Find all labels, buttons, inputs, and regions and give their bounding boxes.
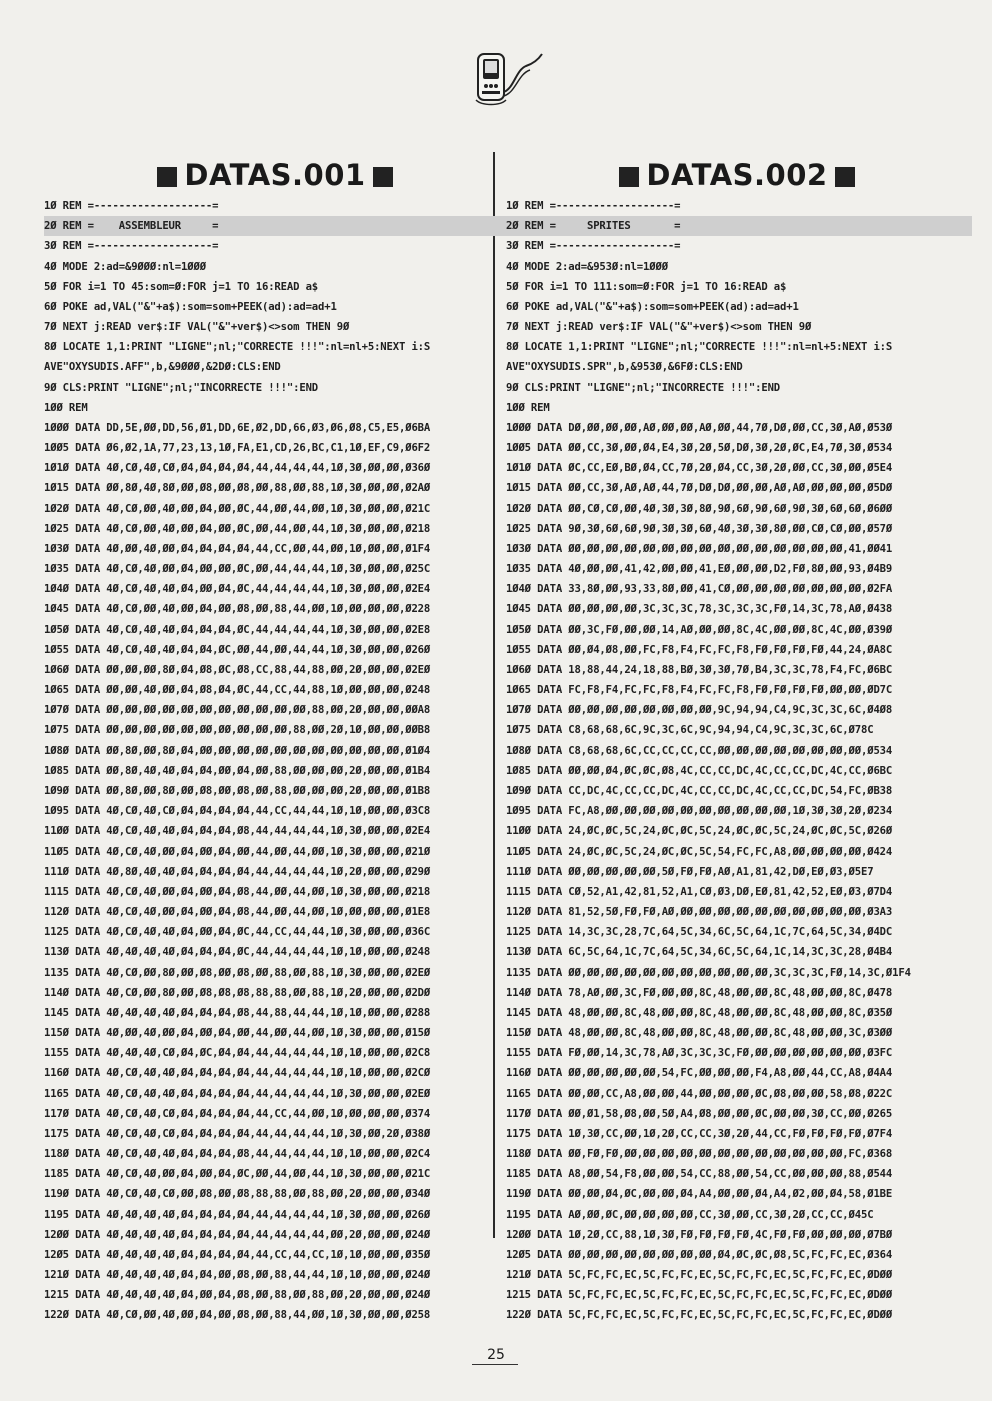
code-line: 5Ø FOR i=1 TO 111:som=Ø:FOR j=1 TO 16:READ a$ (506, 280, 787, 293)
code-line: 9Ø CLS:PRINT "LIGNE";nl;"INCORRECTE !!!":END (44, 381, 319, 394)
code-line: 1Ø8Ø DATA C8,68,68,6C,CC,CC,CC,CC,ØØ,ØØ,ØØ,ØØ,ØØ,ØØ,ØØ,ØØ,Ø534 (506, 744, 893, 757)
code-line: 11ØØ DATA 24,ØC,ØC,5C,24,ØC,ØC,5C,24,ØC,ØC,5C,24,ØC,ØC,5C,Ø26Ø (506, 825, 893, 838)
code-line: 1Ø35 DATA 4Ø,CØ,4Ø,ØØ,Ø4,ØØ,ØØ,ØC,ØØ,44,44,44,1Ø,3Ø,ØØ,ØØ,Ø25C (44, 563, 431, 576)
code-line: 2Ø REM = ASSEMBLEUR = (44, 216, 510, 236)
code-line: 1Ø75 DATA C8,68,68,6C,9C,3C,6C,9C,94,94,C4,9C,3C,3C,6C,Ø78C (506, 724, 874, 737)
code-line: 1Ø6Ø DATA 18,88,44,24,18,88,BØ,3Ø,3Ø,7Ø,B4,3C,3C,78,F4,FC,Ø6BC (506, 663, 893, 676)
code-line: 1155 DATA 4Ø,4Ø,4Ø,CØ,Ø4,ØC,Ø4,Ø4,44,44,44,44,1Ø,1Ø,ØØ,ØØ,Ø2C8 (44, 1047, 431, 1060)
code-line: 1Ø85 DATA ØØ,ØØ,Ø4,ØC,ØC,Ø8,4C,CC,CC,DC,4C,CC,CC,DC,4C,CC,Ø6BC (506, 764, 893, 777)
code-line: 114Ø DATA 4Ø,CØ,ØØ,8Ø,ØØ,Ø8,Ø8,Ø8,88,88,ØØ,88,1Ø,2Ø,ØØ,ØØ,Ø2DØ (44, 986, 431, 999)
code-line: 1Ø4Ø DATA 4Ø,CØ,4Ø,4Ø,Ø4,ØØ,Ø4,ØC,44,44,44,44,1Ø,3Ø,ØØ,ØØ,Ø2E4 (44, 583, 431, 596)
code-line: 1ØØ REM (506, 401, 550, 414)
code-line: 1Ø2Ø DATA ØØ,CØ,CØ,ØØ,4Ø,3Ø,3Ø,8Ø,9Ø,6Ø,9Ø,6Ø,9Ø,3Ø,6Ø,6Ø,Ø6ØØ (506, 502, 893, 515)
code-line: 112Ø DATA 81,52,5Ø,FØ,FØ,AØ,ØØ,ØØ,ØØ,ØØ,ØØ,ØØ,ØØ,ØØ,ØØ,ØØ,Ø3A3 (506, 906, 893, 919)
code-line: 12Ø5 DATA ØØ,ØØ,ØØ,ØØ,ØØ,ØØ,ØØ,ØØ,Ø4,ØC,ØC,Ø8,5C,FC,FC,EC,Ø364 (506, 1248, 893, 1261)
code-line: 118Ø DATA ØØ,FØ,FØ,ØØ,ØØ,ØØ,ØØ,ØØ,ØØ,ØØ,ØØ,ØØ,ØØ,ØØ,ØØ,FC,Ø368 (506, 1148, 893, 1161)
code-line: 1135 DATA 4Ø,CØ,ØØ,8Ø,ØØ,Ø8,ØØ,Ø8,ØØ,88,ØØ,88,1Ø,3Ø,ØØ,ØØ,Ø2EØ (44, 966, 431, 979)
code-line: 1165 DATA 4Ø,CØ,4Ø,4Ø,Ø4,Ø4,Ø4,Ø4,44,44,44,44,1Ø,3Ø,ØØ,ØØ,Ø2EØ (44, 1087, 431, 1100)
code-line: AVE"OXYSUDIS.AFF",b,&9ØØØ,&2DØ:CLS:END (44, 361, 281, 374)
code-line: 11Ø5 DATA 4Ø,CØ,4Ø,ØØ,Ø4,ØØ,Ø4,ØØ,44,ØØ,44,ØØ,1Ø,3Ø,ØØ,ØØ,Ø21Ø (44, 845, 431, 858)
code-line: 1Ø85 DATA ØØ,8Ø,4Ø,4Ø,Ø4,Ø4,ØØ,Ø4,ØØ,88,ØØ,ØØ,ØØ,2Ø,ØØ,ØØ,Ø1B4 (44, 764, 431, 777)
code-line: 1115 DATA 4Ø,CØ,4Ø,ØØ,Ø4,ØØ,Ø4,Ø8,44,ØØ,44,ØØ,1Ø,3Ø,ØØ,ØØ,Ø218 (44, 885, 431, 898)
code-line: 1125 DATA 4Ø,CØ,4Ø,4Ø,Ø4,ØØ,Ø4,ØC,44,CC,44,44,1Ø,3Ø,ØØ,ØØ,Ø36C (44, 926, 431, 939)
code-line: 1215 DATA 4Ø,4Ø,4Ø,4Ø,Ø4,ØØ,Ø4,Ø8,ØØ,88,ØØ,88,ØØ,2Ø,ØØ,ØØ,Ø24Ø (44, 1289, 431, 1302)
section-heading-datas-002 (502, 155, 972, 195)
code-line: 4Ø MODE 2:ad=&953Ø:nl=1ØØØ (506, 260, 668, 273)
code-line: 1Ø6Ø DATA ØØ,ØØ,ØØ,8Ø,Ø4,Ø8,ØC,Ø8,CC,88,44,88,ØØ,2Ø,ØØ,ØØ,Ø2EØ (44, 663, 431, 676)
code-line: 1Ø55 DATA ØØ,Ø4,Ø8,ØØ,FC,F8,F4,FC,FC,F8,FØ,FØ,FØ,FØ,44,24,ØA8C (506, 643, 893, 656)
code-line: 1Ø5Ø DATA ØØ,3C,FØ,ØØ,ØØ,14,AØ,ØØ,ØØ,8C,4C,ØØ,ØØ,8C,4C,ØØ,Ø39Ø (506, 623, 893, 636)
code-line: 121Ø DATA 4Ø,4Ø,4Ø,4Ø,Ø4,Ø4,ØØ,Ø8,ØØ,88,44,44,1Ø,1Ø,ØØ,ØØ,Ø24Ø (44, 1269, 431, 1282)
code-line: 12ØØ DATA 1Ø,2Ø,CC,88,1Ø,3Ø,FØ,FØ,FØ,FØ,4C,FØ,FØ,ØØ,ØØ,ØØ,Ø7BØ (506, 1228, 893, 1241)
code-line: 1195 DATA AØ,ØØ,ØC,ØØ,ØØ,ØØ,ØØ,CC,3Ø,ØØ,CC,3Ø,2Ø,CC,CC,Ø45C (506, 1208, 874, 1221)
code-line: 6Ø POKE ad,VAL("&"+a$):som=som+PEEK(ad):ad=ad+1 (44, 300, 337, 313)
code-line: 1ØØØ DATA DD,5E,ØØ,DD,56,Ø1,DD,6E,Ø2,DD,66,Ø3,Ø6,Ø8,C5,E5,Ø6BA (44, 421, 431, 434)
code-line: 12ØØ DATA 4Ø,4Ø,4Ø,4Ø,Ø4,Ø4,Ø4,Ø4,44,44,44,44,ØØ,2Ø,ØØ,ØØ,Ø24Ø (44, 1228, 431, 1241)
code-line: 4Ø MODE 2:ad=&9ØØØ:nl=1ØØØ (44, 260, 206, 273)
code-line: 9Ø CLS:PRINT "LIGNE";nl;"INCORRECTE !!!":END (506, 381, 781, 394)
code-line: 1155 DATA FØ,ØØ,14,3C,78,AØ,3C,3C,3C,FØ,ØØ,ØØ,ØØ,ØØ,ØØ,ØØ,Ø3FC (506, 1047, 893, 1060)
code-line: 1Ø2Ø DATA 4Ø,CØ,ØØ,4Ø,ØØ,Ø4,ØØ,ØC,44,ØØ,44,ØØ,1Ø,3Ø,ØØ,ØØ,Ø21C (44, 502, 431, 515)
code-line: 1145 DATA 48,ØØ,ØØ,8C,48,ØØ,ØØ,8C,48,ØØ,ØØ,8C,48,ØØ,ØØ,8C,Ø35Ø (506, 1006, 893, 1019)
code-line: 1Ø3Ø DATA ØØ,ØØ,ØØ,ØØ,ØØ,ØØ,ØØ,ØØ,ØØ,ØØ,ØØ,ØØ,ØØ,ØØ,ØØ,41,ØØ41 (506, 542, 893, 555)
code-line: 115Ø DATA 48,ØØ,ØØ,8C,48,ØØ,ØØ,8C,48,ØØ,ØØ,8C,48,ØØ,ØØ,3C,Ø3ØØ (506, 1027, 893, 1040)
code-line: 1Ø1Ø DATA 4Ø,CØ,4Ø,CØ,Ø4,Ø4,Ø4,Ø4,44,44,44,44,1Ø,3Ø,ØØ,ØØ,Ø36Ø (44, 462, 431, 475)
code-line: 8Ø LOCATE 1,1:PRINT "LIGNE";nl;"CORRECTE !!!":nl=nl+5:NEXT i:S (506, 341, 893, 354)
code-line: 1115 DATA CØ,52,A1,42,81,52,A1,CØ,Ø3,DØ,EØ,81,42,52,EØ,Ø3,Ø7D4 (506, 885, 893, 898)
code-line: 1185 DATA A8,ØØ,54,F8,ØØ,ØØ,54,CC,88,ØØ,54,CC,ØØ,ØØ,ØØ,88,Ø544 (506, 1168, 893, 1181)
code-line: 1Ø7Ø DATA ØØ,ØØ,ØØ,ØØ,ØØ,ØØ,ØØ,ØØ,9C,94,94,C4,9C,3C,3C,6C,Ø4Ø8 (506, 704, 893, 717)
page-number: 25 (487, 1347, 505, 1363)
code-line: 113Ø DATA 4Ø,4Ø,4Ø,4Ø,Ø4,Ø4,Ø4,ØC,44,44,44,44,1Ø,1Ø,ØØ,ØØ,Ø248 (44, 946, 431, 959)
code-line: 1Ø4Ø DATA 33,8Ø,ØØ,93,33,8Ø,ØØ,41,CØ,ØØ,ØØ,ØØ,ØØ,ØØ,ØØ,ØØ,Ø2FA (506, 583, 893, 596)
code-line: 1Ø REM =-------------------= (506, 200, 681, 212)
code-line: 111Ø DATA 4Ø,8Ø,4Ø,4Ø,Ø4,Ø4,Ø4,Ø4,44,44,44,44,1Ø,2Ø,ØØ,ØØ,Ø29Ø (44, 865, 431, 878)
code-line: 1Ø75 DATA ØØ,ØØ,ØØ,ØØ,ØØ,ØØ,ØØ,ØØ,ØØ,ØØ,88,ØØ,2Ø,1Ø,ØØ,ØØ,ØØB8 (44, 724, 431, 737)
code-line: 116Ø DATA ØØ,ØØ,ØØ,ØØ,ØØ,54,FC,ØØ,ØØ,ØØ,F4,A8,ØØ,44,CC,A8,Ø4A4 (506, 1067, 893, 1080)
code-line: 1ØØ REM (44, 401, 88, 414)
code-line: 5Ø FOR i=1 TO 45:som=Ø:FOR j=1 TO 16:READ a$ (44, 280, 319, 293)
code-line: 1Ø15 DATA ØØ,CC,3Ø,AØ,AØ,44,7Ø,DØ,DØ,ØØ,ØØ,AØ,AØ,ØØ,ØØ,ØØ,Ø5DØ (506, 482, 893, 495)
code-line: 1Ø9Ø DATA ØØ,8Ø,ØØ,8Ø,ØØ,Ø8,ØØ,Ø8,ØØ,88,ØØ,ØØ,ØØ,2Ø,ØØ,ØØ,Ø1B8 (44, 784, 431, 797)
code-line: 1Ø REM =-------------------= (44, 200, 219, 212)
code-line: 1Ø7Ø DATA ØØ,ØØ,ØØ,ØØ,ØØ,ØØ,ØØ,ØØ,ØØ,ØØ,ØØ,88,ØØ,2Ø,ØØ,ØØ,ØØA8 (44, 704, 431, 717)
code-line: 1165 DATA ØØ,ØØ,CC,A8,ØØ,ØØ,44,ØØ,ØØ,ØØ,ØC,Ø8,ØØ,ØØ,58,Ø8,Ø22C (506, 1087, 893, 1100)
code-line: 3Ø REM =-------------------= (506, 240, 681, 253)
code-line: 112Ø DATA 4Ø,CØ,4Ø,ØØ,Ø4,ØØ,Ø4,Ø8,44,ØØ,44,ØØ,1Ø,ØØ,ØØ,ØØ,Ø1E8 (44, 906, 431, 919)
code-line: 1Ø25 DATA 4Ø,CØ,ØØ,4Ø,ØØ,Ø4,ØØ,ØC,ØØ,44,ØØ,44,1Ø,3Ø,ØØ,ØØ,Ø218 (44, 522, 431, 535)
basic-listing (44, 196, 510, 1326)
column-datas-002 (502, 155, 972, 1326)
code-line: 2Ø REM = SPRITES = (506, 216, 972, 236)
code-line: 1185 DATA 4Ø,CØ,4Ø,ØØ,Ø4,ØØ,Ø4,ØC,ØØ,44,ØØ,44,1Ø,3Ø,ØØ,ØØ,Ø21C (44, 1168, 431, 1181)
code-line: 119Ø DATA 4Ø,CØ,4Ø,CØ,ØØ,Ø8,ØØ,Ø8,88,88,ØØ,88,ØØ,2Ø,ØØ,ØØ,Ø34Ø (44, 1188, 431, 1201)
disk-drive-logo-icon (472, 48, 552, 112)
code-line: 117Ø DATA ØØ,Ø1,58,Ø8,ØØ,5Ø,A4,Ø8,ØØ,ØØ,ØC,ØØ,ØØ,3Ø,CC,ØØ,Ø265 (506, 1107, 893, 1120)
code-line: 115Ø DATA 4Ø,ØØ,4Ø,ØØ,Ø4,ØØ,Ø4,ØØ,44,ØØ,44,ØØ,1Ø,3Ø,ØØ,ØØ,Ø15Ø (44, 1027, 431, 1040)
section-title: DATAS.002 (646, 158, 828, 192)
code-line: 7Ø NEXT j:READ ver$:IF VAL("&"+ver$)<>som THEN 9Ø (506, 321, 812, 334)
code-line: 121Ø DATA 5C,FC,FC,EC,5C,FC,FC,EC,5C,FC,FC,EC,5C,FC,FC,EC,ØDØØ (506, 1269, 893, 1282)
code-line: 11Ø5 DATA 24,ØC,ØC,5C,24,ØC,ØC,5C,54,FC,FC,A8,ØØ,ØØ,ØØ,ØØ,Ø424 (506, 845, 893, 858)
code-line: 1175 DATA 4Ø,CØ,4Ø,CØ,Ø4,Ø4,Ø4,Ø4,44,44,44,44,1Ø,3Ø,ØØ,2Ø,Ø38Ø (44, 1127, 431, 1140)
section-title: DATAS.001 (184, 158, 366, 192)
code-line: 1Ø15 DATA ØØ,8Ø,4Ø,8Ø,ØØ,Ø8,ØØ,Ø8,ØØ,88,ØØ,88,1Ø,3Ø,ØØ,ØØ,Ø2AØ (44, 482, 431, 495)
code-line: 117Ø DATA 4Ø,CØ,4Ø,CØ,Ø4,Ø4,Ø4,Ø4,44,CC,44,ØØ,1Ø,ØØ,ØØ,ØØ,Ø374 (44, 1107, 431, 1120)
code-line: 1Ø55 DATA 4Ø,CØ,4Ø,4Ø,Ø4,Ø4,ØC,ØØ,44,ØØ,44,44,1Ø,3Ø,ØØ,ØØ,Ø26Ø (44, 643, 431, 656)
code-line: 1Ø65 DATA ØØ,ØØ,4Ø,ØØ,Ø4,Ø8,Ø4,ØC,44,CC,44,88,1Ø,ØØ,ØØ,ØØ,Ø248 (44, 684, 431, 697)
code-line: 1175 DATA 1Ø,3Ø,CC,ØØ,1Ø,2Ø,CC,CC,3Ø,2Ø,44,CC,FØ,FØ,FØ,FØ,Ø7F4 (506, 1127, 893, 1140)
code-line: 1215 DATA 5C,FC,FC,EC,5C,FC,FC,EC,5C,FC,FC,EC,5C,FC,FC,EC,ØDØØ (506, 1289, 893, 1302)
code-line: 1Ø1Ø DATA ØC,CC,EØ,BØ,Ø4,CC,7Ø,2Ø,Ø4,CC,3Ø,2Ø,ØØ,CC,3Ø,ØØ,Ø5E4 (506, 462, 893, 475)
basic-listing (506, 196, 972, 1326)
code-line: 1Ø3Ø DATA 4Ø,ØØ,4Ø,ØØ,Ø4,Ø4,Ø4,Ø4,44,CC,ØØ,44,ØØ,1Ø,ØØ,ØØ,Ø1F4 (44, 542, 431, 555)
code-line: 1Ø8Ø DATA ØØ,8Ø,ØØ,8Ø,Ø4,ØØ,ØØ,ØØ,ØØ,ØØ,ØØ,ØØ,ØØ,ØØ,ØØ,ØØ,Ø1Ø4 (44, 744, 431, 757)
code-line: 114Ø DATA 78,AØ,ØØ,3C,FØ,ØØ,ØØ,8C,48,ØØ,ØØ,8C,48,ØØ,ØØ,8C,Ø478 (506, 986, 893, 999)
square-bullet-icon (619, 167, 639, 187)
code-line: 1Ø45 DATA 4Ø,CØ,ØØ,4Ø,ØØ,Ø4,ØØ,Ø8,ØØ,88,44,ØØ,1Ø,ØØ,ØØ,ØØ,Ø228 (44, 603, 431, 616)
code-line: 1ØØ5 DATA ØØ,CC,3Ø,ØØ,Ø4,E4,3Ø,2Ø,5Ø,DØ,3Ø,2Ø,ØC,E4,7Ø,3Ø,Ø534 (506, 442, 893, 455)
code-line: 1ØØ5 DATA Ø6,Ø2,1A,77,23,13,1Ø,FA,E1,CD,26,BC,C1,1Ø,EF,C9,Ø6F2 (44, 442, 431, 455)
square-bullet-icon (157, 167, 177, 187)
code-line: 1Ø45 DATA ØØ,ØØ,ØØ,ØØ,3C,3C,3C,78,3C,3C,3C,FØ,14,3C,78,AØ,Ø438 (506, 603, 893, 616)
code-line: 1Ø95 DATA FC,A8,ØØ,ØØ,ØØ,ØØ,ØØ,ØØ,ØØ,ØØ,ØØ,ØØ,1Ø,3Ø,3Ø,2Ø,Ø234 (506, 805, 893, 818)
code-line: 1ØØØ DATA DØ,ØØ,ØØ,ØØ,AØ,ØØ,ØØ,AØ,ØØ,44,7Ø,DØ,ØØ,CC,3Ø,AØ,Ø53Ø (506, 421, 893, 434)
code-line: 11ØØ DATA 4Ø,CØ,4Ø,4Ø,Ø4,Ø4,Ø4,Ø8,44,44,44,44,1Ø,3Ø,ØØ,ØØ,Ø2E4 (44, 825, 431, 838)
code-line: 3Ø REM =-------------------= (44, 240, 219, 253)
code-line: 1Ø9Ø DATA CC,DC,4C,CC,CC,DC,4C,CC,CC,DC,4C,CC,CC,DC,54,FC,ØB38 (506, 784, 893, 797)
code-line: 1Ø35 DATA 4Ø,ØØ,ØØ,41,42,ØØ,ØØ,41,EØ,ØØ,ØØ,D2,FØ,8Ø,ØØ,93,Ø4B9 (506, 563, 893, 576)
square-bullet-icon (835, 167, 855, 187)
code-line: 119Ø DATA ØØ,ØØ,Ø4,ØC,ØØ,ØØ,Ø4,A4,ØØ,ØØ,Ø4,A4,Ø2,ØØ,Ø4,58,Ø1BE (506, 1188, 893, 1201)
code-line: 7Ø NEXT j:READ ver$:IF VAL("&"+ver$)<>som THEN 9Ø (44, 321, 350, 334)
code-line: 116Ø DATA 4Ø,CØ,4Ø,4Ø,Ø4,Ø4,Ø4,Ø4,44,44,44,44,1Ø,1Ø,ØØ,ØØ,Ø2CØ (44, 1067, 431, 1080)
section-heading-datas-001 (40, 155, 510, 195)
code-line: 1195 DATA 4Ø,4Ø,4Ø,4Ø,Ø4,Ø4,Ø4,Ø4,44,44,44,44,1Ø,3Ø,ØØ,ØØ,Ø26Ø (44, 1208, 431, 1221)
code-line: 1Ø65 DATA FC,F8,F4,FC,FC,F8,F4,FC,FC,F8,FØ,FØ,FØ,FØ,ØØ,ØØ,ØD7C (506, 684, 893, 697)
code-line: 1Ø5Ø DATA 4Ø,CØ,4Ø,4Ø,Ø4,Ø4,Ø4,ØC,44,44,44,44,1Ø,3Ø,ØØ,ØØ,Ø2E8 (44, 623, 431, 636)
code-line: 1135 DATA ØØ,ØØ,ØØ,ØØ,ØØ,ØØ,ØØ,ØØ,ØØ,ØØ,ØØ,3C,3C,3C,FØ,14,3C,Ø1F4 (506, 966, 911, 979)
code-line: 1145 DATA 4Ø,4Ø,4Ø,4Ø,Ø4,Ø4,Ø4,Ø8,44,88,44,44,1Ø,1Ø,ØØ,ØØ,Ø288 (44, 1006, 431, 1019)
code-line: 1125 DATA 14,3C,3C,28,7C,64,5C,34,6C,5C,64,1C,7C,64,5C,34,Ø4DC (506, 926, 893, 939)
code-line: 118Ø DATA 4Ø,CØ,4Ø,4Ø,Ø4,Ø4,Ø4,Ø8,44,44,44,44,1Ø,1Ø,ØØ,ØØ,Ø2C4 (44, 1148, 431, 1161)
code-line: AVE"OXYSUDIS.SPR",b,&953Ø,&6FØ:CLS:END (506, 361, 743, 374)
column-datas-001 (40, 155, 510, 1326)
code-line: 1Ø25 DATA 9Ø,3Ø,6Ø,6Ø,9Ø,3Ø,3Ø,6Ø,4Ø,3Ø,3Ø,8Ø,ØØ,CØ,CØ,ØØ,Ø57Ø (506, 522, 893, 535)
code-line: 8Ø LOCATE 1,1:PRINT "LIGNE";nl;"CORRECTE !!!":nl=nl+5:NEXT i:S (44, 341, 431, 354)
code-line: 122Ø DATA 4Ø,CØ,ØØ,4Ø,ØØ,Ø4,ØØ,Ø8,ØØ,88,44,ØØ,1Ø,3Ø,ØØ,ØØ,Ø258 (44, 1309, 431, 1322)
page-number-underline (472, 1364, 518, 1365)
code-line: 12Ø5 DATA 4Ø,4Ø,4Ø,4Ø,Ø4,Ø4,Ø4,Ø4,44,CC,44,CC,1Ø,1Ø,ØØ,ØØ,Ø35Ø (44, 1248, 431, 1261)
code-line: 122Ø DATA 5C,FC,FC,EC,5C,FC,FC,EC,5C,FC,FC,EC,5C,FC,FC,EC,ØDØØ (506, 1309, 893, 1322)
code-line: 113Ø DATA 6C,5C,64,1C,7C,64,5C,34,6C,5C,64,1C,14,3C,3C,28,Ø4B4 (506, 946, 893, 959)
code-line: 6Ø POKE ad,VAL("&"+a$):som=som+PEEK(ad):ad=ad+1 (506, 300, 799, 313)
square-bullet-icon (373, 167, 393, 187)
code-line: 111Ø DATA ØØ,ØØ,ØØ,ØØ,ØØ,5Ø,FØ,FØ,AØ,A1,81,42,DØ,EØ,Ø3,Ø5E7 (506, 865, 874, 878)
code-line: 1Ø95 DATA 4Ø,CØ,4Ø,CØ,Ø4,Ø4,Ø4,Ø4,44,CC,44,44,1Ø,1Ø,ØØ,ØØ,Ø3C8 (44, 805, 431, 818)
